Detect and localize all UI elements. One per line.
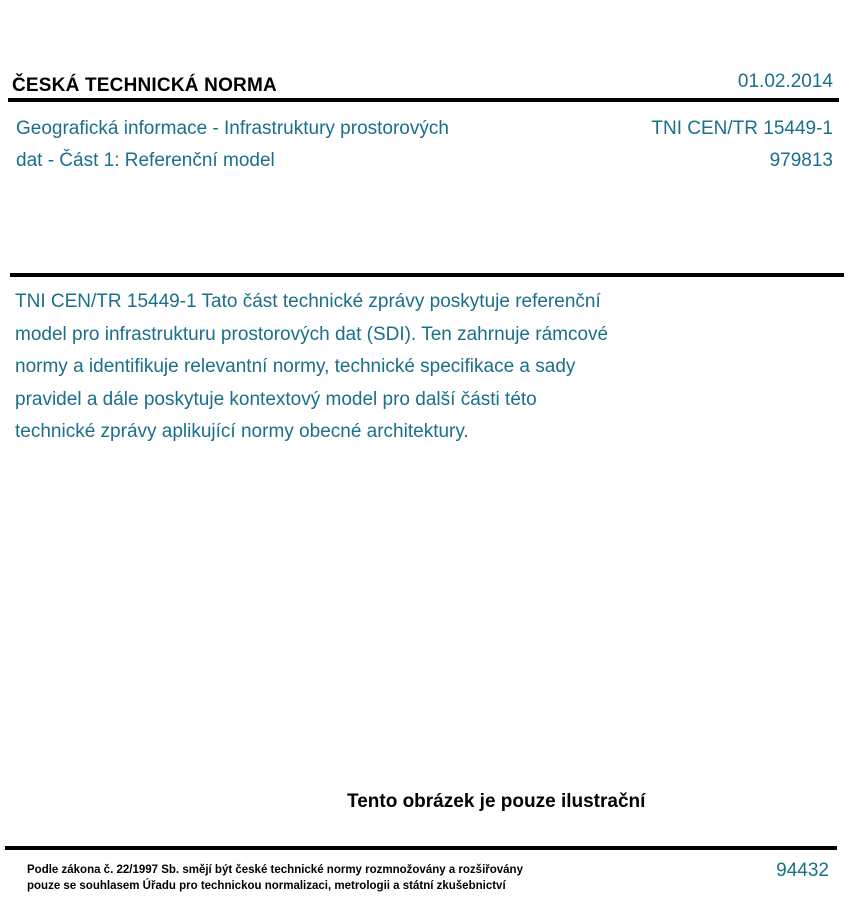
- abstract-line: pravidel a dále poskytuje kontextový model pro další části této: [15, 388, 537, 410]
- standard-code: TNI CEN/TR 15449-1: [651, 118, 833, 139]
- footer-number: 94432: [776, 860, 829, 881]
- document-title-line-2: dat - Část 1: Referenční model: [16, 150, 275, 171]
- legal-notice: [27, 863, 587, 894]
- footer-divider: [5, 846, 837, 850]
- document-title-line-1: Geografická informace - Infrastruktury prostorových: [16, 118, 449, 139]
- catalog-number: 979813: [769, 150, 833, 171]
- document-identifier: [651, 113, 833, 177]
- document-title: [16, 113, 536, 177]
- publication-date: 01.02.2014: [737, 71, 833, 92]
- illustration-notice: Tento obrázek je pouze ilustrační: [347, 791, 646, 812]
- legal-notice-line-2: pouze se souhlasem Úřadu pro technickou normalizaci, metrologii a státní zkušebnictví: [27, 879, 506, 892]
- section-divider: [10, 273, 844, 277]
- legal-notice-line-1: Podle zákona č. 22/1997 Sb. smějí být české technické normy rozmnožovány a rozšiřovány: [27, 864, 523, 876]
- header-divider: [8, 98, 839, 102]
- abstract-text: [15, 286, 715, 449]
- abstract-line: normy a identifikuje relevantní normy, technické specifikace a sady: [15, 356, 576, 377]
- abstract-line: TNI CEN/TR 15449-1 Tato část technické zprávy poskytuje referenční: [15, 291, 601, 312]
- abstract-line: model pro infrastrukturu prostorových dat (SDI). Ten zahrnuje rámcové: [15, 323, 609, 345]
- standard-type-heading: ČESKÁ TECHNICKÁ NORMA: [12, 75, 277, 96]
- abstract-line: technické zprávy aplikující normy obecné architektury.: [15, 421, 469, 442]
